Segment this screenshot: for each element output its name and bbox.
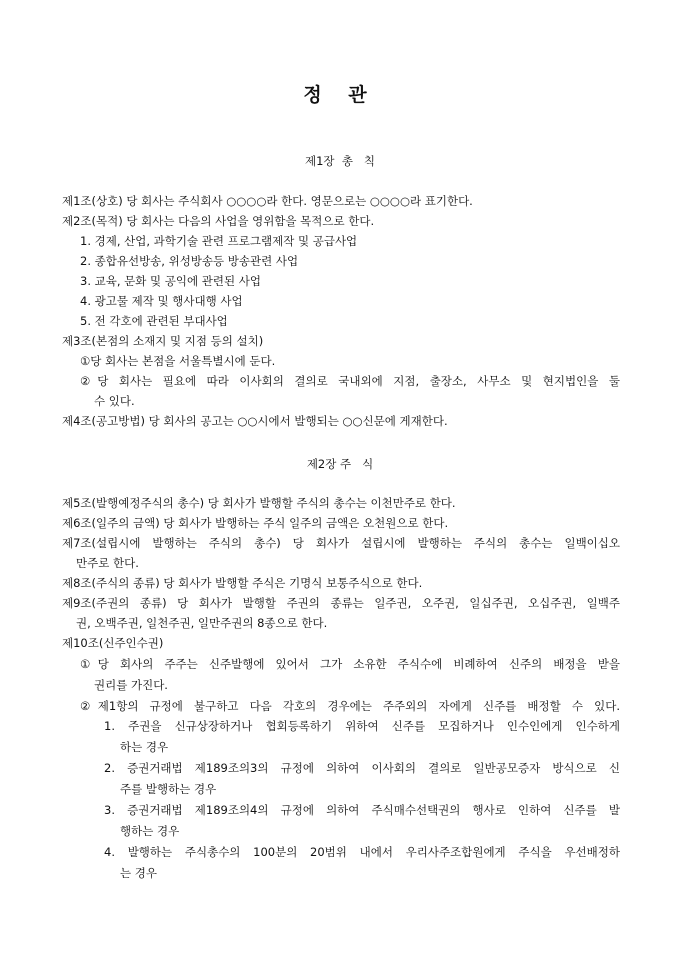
chapter-heading: 제2장 주 식 bbox=[306, 457, 374, 471]
article-8: 제8조(주식의 종류) 당 회사가 발행할 주식은 기명식 보통주식으로 한다. bbox=[62, 576, 423, 590]
article-9-cont: 권, 오백주권, 일천주권, 일만주권의 8종으로 한다. bbox=[76, 616, 328, 630]
chapter-heading: 제1장 총 칙 bbox=[304, 154, 376, 168]
article-2-item: 3. 교육, 문화 및 공익에 관련된 사업 bbox=[80, 274, 261, 288]
article-2-item: 2. 종합유선방송, 위성방송등 방송관련 사업 bbox=[80, 254, 299, 268]
article-1: 제1조(상호) 당 회사는 주식회사 ○○○○라 한다. 영문으로는 ○○○○라 표기한다. bbox=[62, 194, 473, 208]
article-7-cont: 만주로 한다. bbox=[76, 556, 139, 570]
article-2-item: 1. 경제, 산업, 과학기술 관련 프로그램제작 및 공급사업 bbox=[80, 234, 358, 248]
article-10-item-cont: 는 경우 bbox=[120, 866, 157, 880]
article-3: 제3조(본점의 소재지 및 지점 등의 설치) bbox=[62, 334, 264, 348]
article-10-item: 2. 증권거래법 제189조의3의 규정에 의하여 이사회의 결의로 일반공모증자 방식으로 신 bbox=[104, 761, 620, 775]
article-9: 제9조(주권의 종류) 당 회사가 발행할 주권의 종류는 일주권, 오주권, 일십주권, 오십주권, 일백주 bbox=[62, 596, 620, 610]
article-10-item: 3. 증권거래법 제189조의4의 규정에 의하여 주식매수선택권의 행사로 인하여 신주를 발 bbox=[104, 803, 620, 817]
article-3-paragraph-1: ①당 회사는 본점을 서울특별시에 둔다. bbox=[80, 354, 276, 368]
article-2: 제2조(목적) 당 회사는 다음의 사업을 영위함을 목적으로 한다. bbox=[62, 214, 375, 228]
article-6: 제6조(일주의 금액) 당 회사가 발행하는 주식 일주의 금액은 오천원으로 한다. bbox=[62, 516, 449, 530]
article-4: 제4조(공고방법) 당 회사의 공고는 ○○시에서 발행되는 ○○신문에 게재한다. bbox=[62, 414, 448, 428]
article-3-paragraph-2-cont: 수 있다. bbox=[94, 394, 135, 408]
article-10-paragraph-2: ②제1항의 규정에 불구하고 다음 각호의 경우에는 주주외의 자에게 신주를 배정할 수 있다. bbox=[80, 699, 620, 713]
article-10-item-cont: 주를 발행하는 경우 bbox=[120, 782, 217, 796]
article-5: 제5조(발행예정주식의 총수) 당 회사가 발행할 주식의 총수는 이천만주로 한다. bbox=[62, 496, 456, 510]
document-title: 정 관 bbox=[303, 84, 377, 106]
article-10-paragraph-1: ①당 회사의 주주는 신주발행에 있어서 그가 소유한 주식수에 비례하여 신주의 배정을 받을 bbox=[80, 657, 620, 671]
article-10-paragraph-1-cont: 권리를 가진다. bbox=[94, 678, 168, 692]
article-3-paragraph-2: ②당 회사는 필요에 따라 이사회의 결의로 국내외에 지점, 출장소, 사무소 및 현지법인을 둘 bbox=[80, 374, 620, 388]
article-10-item: 4. 발행하는 주식총수의 100분의 20범위 내에서 우리사주조합원에게 주식을 우선배정하 bbox=[104, 845, 620, 859]
article-10-item-cont: 행하는 경우 bbox=[120, 824, 180, 838]
article-7: 제7조(설립시에 발행하는 주식의 총수) 당 회사가 설립시에 발행하는 주식의 총수는 일백이십오 bbox=[62, 536, 620, 550]
article-10: 제10조(신주인수권) bbox=[62, 636, 164, 650]
article-2-item: 5. 전 각호에 관련된 부대사업 bbox=[80, 314, 228, 328]
article-2-item: 4. 광고물 제작 및 행사대행 사업 bbox=[80, 294, 243, 308]
article-10-item-cont: 하는 경우 bbox=[120, 740, 169, 754]
article-10-item: 1. 주권을 신규상장하거나 협회등록하기 위하여 신주를 모집하거나 인수인에게 인수하게 bbox=[104, 719, 620, 733]
